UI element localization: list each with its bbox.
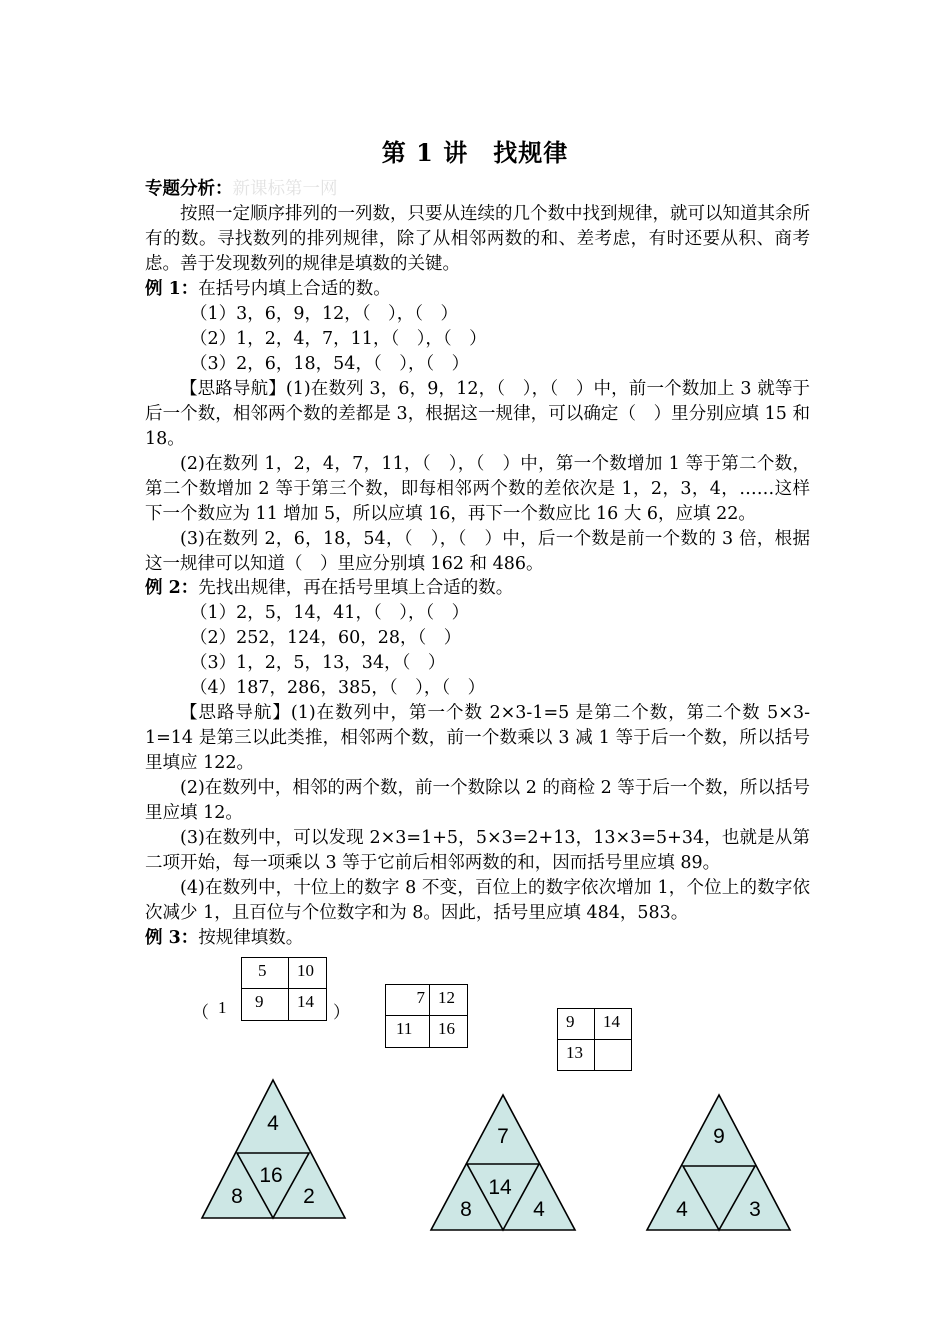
grid-2-cell: 7 xyxy=(386,985,430,1016)
ex3-label: 例 3： xyxy=(145,928,199,948)
triangle-outer xyxy=(431,1095,575,1230)
triangle-3-right: 3 xyxy=(749,1198,761,1221)
ex2-solution-2: (2)在数列中，相邻的两个数，前一个数除以 2 的商检 2 等于后一个数，所以括号里应填 12。 xyxy=(145,778,810,823)
grid-1-cell: 14 xyxy=(289,989,327,1021)
triangle-1-left: 8 xyxy=(231,1185,243,1208)
ex2-solution-1: 【思路导航】(1)在数列中，第一个数 2×3-1=5 是第二个数，第二个数 5×3-1=14 是第三以此类推，相邻两个数，前一个数乘以 3 减 1 等于后一个数，所以括号里填应 122。 xyxy=(145,703,810,773)
triangle-3-left: 4 xyxy=(676,1198,688,1221)
watermark: 新课标第一网 xyxy=(232,179,338,199)
ex1-solution-1: 【思路导航】(1)在数列 3，6，9，12，（ ），（ ）中，前一个数加上 3 就等于后一个数，相邻两个数的差都是 3，根据这一规律，可以确定（ ）里分别应填 15 和 18。 xyxy=(145,379,810,449)
paren-open: （ xyxy=(192,1003,209,1022)
paren-close: ） xyxy=(333,1003,350,1022)
ex2-prompt: 先找出规律，再在括号里填上合适的数。 xyxy=(198,578,514,598)
triangle-2-left: 8 xyxy=(460,1198,472,1221)
triangle-1-center: 16 xyxy=(259,1164,283,1187)
triangle-2-top: 7 xyxy=(497,1125,509,1148)
triangle-puzzle-3 xyxy=(647,1095,790,1230)
grid-2-cell: 12 xyxy=(430,985,468,1016)
ex1-solution-3: (3)在数列 2，6，18，54，（ ），（ ）中，后一个数是前一个数的 3 倍，根据这一规律可以知道（ ）里应分别填 162 和 486。 xyxy=(145,529,810,574)
triangle-3-top: 9 xyxy=(713,1125,725,1148)
grid-3-cell: 9 xyxy=(558,1009,595,1040)
grid-1-cell: 10 xyxy=(289,958,327,989)
triangle-puzzle-2 xyxy=(431,1095,575,1230)
ex1-prompt: 在括号内填上合适的数。 xyxy=(198,279,391,299)
ex2-label: 例 2： xyxy=(145,578,199,598)
paren-one: 1 xyxy=(218,998,227,1017)
ex2-item-3: （3）1，2，5，13，34，（ ） xyxy=(190,653,446,673)
triangle-outer xyxy=(202,1080,345,1218)
triangle-1-right: 2 xyxy=(303,1185,315,1208)
triangle-2-right: 4 xyxy=(533,1198,545,1221)
ex1-label: 例 1： xyxy=(145,279,199,299)
ex2-item-2: （2）252，124，60，28，（ ） xyxy=(190,628,462,648)
triangle-outer xyxy=(647,1095,790,1230)
ex2-item-1: （1）2，5，14，41，（ ），（ ） xyxy=(190,603,470,623)
grid-3-cell: 13 xyxy=(558,1040,595,1071)
ex3-prompt: 按规律填数。 xyxy=(198,928,304,948)
page-title: 第 1 讲 找规律 xyxy=(381,138,569,167)
triangle-1-top: 4 xyxy=(267,1112,279,1135)
grid-3-cell: 14 xyxy=(595,1009,632,1040)
ex2-solution-3: (3)在数列中，可以发现 2×3=1+5，5×3=2+13，13×3=5+34，也就是从第二项开始，每一项乘以 3 等于它前后相邻两数的和，因而括号里应填 89。 xyxy=(145,828,810,873)
ex1-item-1: （1）3，6，9，12，（ ），（ ） xyxy=(190,304,459,324)
grid-2-cell: 11 xyxy=(386,1016,430,1048)
triangle-2-center: 14 xyxy=(488,1176,512,1199)
ex2-item-4: （4）187，286，385，（ ），（ ） xyxy=(190,678,486,698)
ex1-item-3: （3）2，6，18，54，（ ），（ ） xyxy=(190,354,470,374)
grid-2-cell: 16 xyxy=(430,1016,468,1048)
triangle-puzzle-1 xyxy=(202,1080,345,1218)
ex1-item-2: （2）1，2，4，7，11，（ ），（ ） xyxy=(190,329,487,349)
analysis-label: 专题分析： xyxy=(145,179,233,199)
ex1-solution-2: (2)在数列 1，2，4，7，11，（ ），（ ）中，第一个数增加 1 等于第二个数，第二个数增加 2 等于第三个数，即每相邻两个数的差依次是 1，2，3，4，……这样下一个数应为 11 增加 5，所以应填 16，再下一个数应比 16 大 6，应填 22。 xyxy=(145,454,810,524)
ex2-solution-4: (4)在数列中，十位上的数字 8 不变，百位上的数字依次增加 1，个位上的数字依次减少 1，且百位与个位数字和为 8。因此，括号里应填 484，583。 xyxy=(145,878,810,923)
grid-1-cell: 5 xyxy=(242,958,289,989)
grid-1-cell: 9 xyxy=(242,989,289,1021)
analysis-paragraph: 按照一定顺序排列的一列数，只要从连续的几个数中找到规律，就可以知道其余所有的数。寻找数列的排列规律，除了从相邻两数的和、差考虑，有时还要从积、商考虑。善于发现数列的规律是填数的关键。 xyxy=(145,204,810,274)
